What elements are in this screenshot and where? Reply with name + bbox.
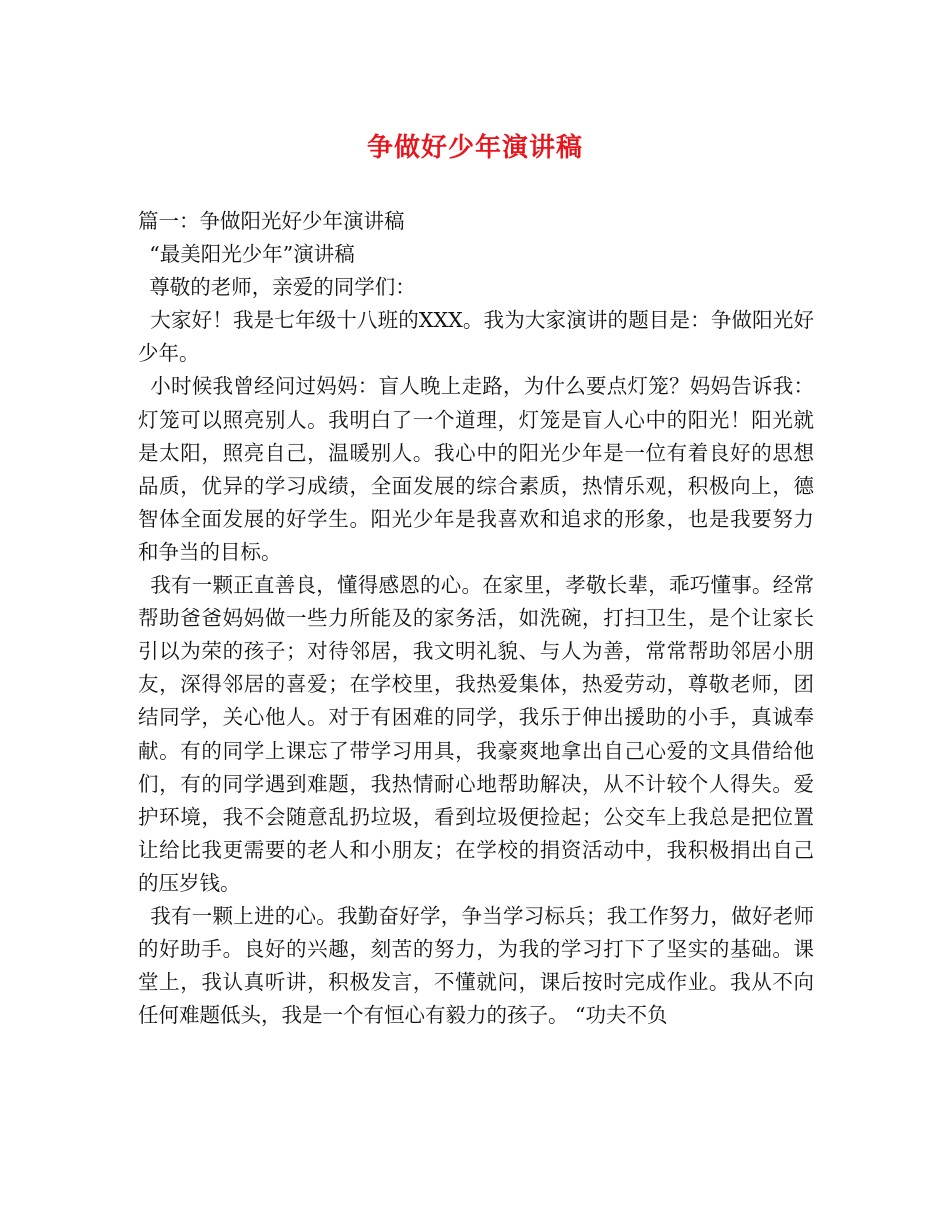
paragraph: 我有一颗正直善良，懂得感恩的心。在家里，孝敬长辈，乖巧懂事。经常帮助爸爸妈妈做一些力所能及的家务活，如洗碗，打扫卫生，是个让家长引以为荣的孩子；对待邻居，我文明礼貌、与人为善，常常帮助邻居小朋友，深得邻居的喜爱；在学校里，我热爱集体，热爱劳动，尊敬老师，团结同学，关心他人。对于有困难的同学，我乐于伸出援助的小手，真诚奉献。有的同学上课忘了带学习用具，我豪爽地拿出自己心爱的文具借给他们，有的同学遇到难题，我热情耐心地帮助解决，从不计较个人得失。爱护环境，我不会随意乱扔垃圾，看到垃圾便捡起；公交车上我总是把位置让给比我更需要的老人和小朋友；在学校的捐资活动中，我积极捐出自己的压岁钱。 (138, 573, 814, 895)
speech-title: “最美阳光少年”演讲稿 (149, 242, 355, 267)
document-title: 争做好少年演讲稿 (366, 133, 583, 163)
paragraph: 我有一颗上进的心。我勤奋好学，争当学习标兵；我工作努力，做好老师的好助手。良好的兴趣，刻苦的努力，为我的学习打下了坚实的基础。课堂上，我认真听讲，积极发言，不懂就问，课后按时完成作业。我从不向任何难题低头，我是一个有恒心有毅力的孩子。 “功夫不负 (138, 903, 814, 1028)
section-heading: 篇一：争做阳光好少年演讲稿 (138, 209, 405, 233)
paragraph: 大家好！我是七年级十八班的XXX。我为大家演讲的题目是：争做阳光好少年。 (138, 308, 814, 366)
paragraph: 小时候我曾经问过妈妈：盲人晚上走路，为什么要点灯笼？妈妈告诉我：灯笼可以照亮别人。我明白了一个道理，灯笼是盲人心中的阳光！阳光就是太阳，照亮自己，温暖别人。我心中的阳光少年是一位有着良好的思想品质，优异的学习成绩，全面发展的综合素质，热情乐观，积极向上，德智体全面发展的好学生。阳光少年是我喜欢和追求的形象，也是我要努力和争当的目标。 (138, 374, 814, 564)
document-body (138, 205, 814, 1032)
salutation: 尊敬的老师，亲爱的同学们： (149, 275, 416, 300)
